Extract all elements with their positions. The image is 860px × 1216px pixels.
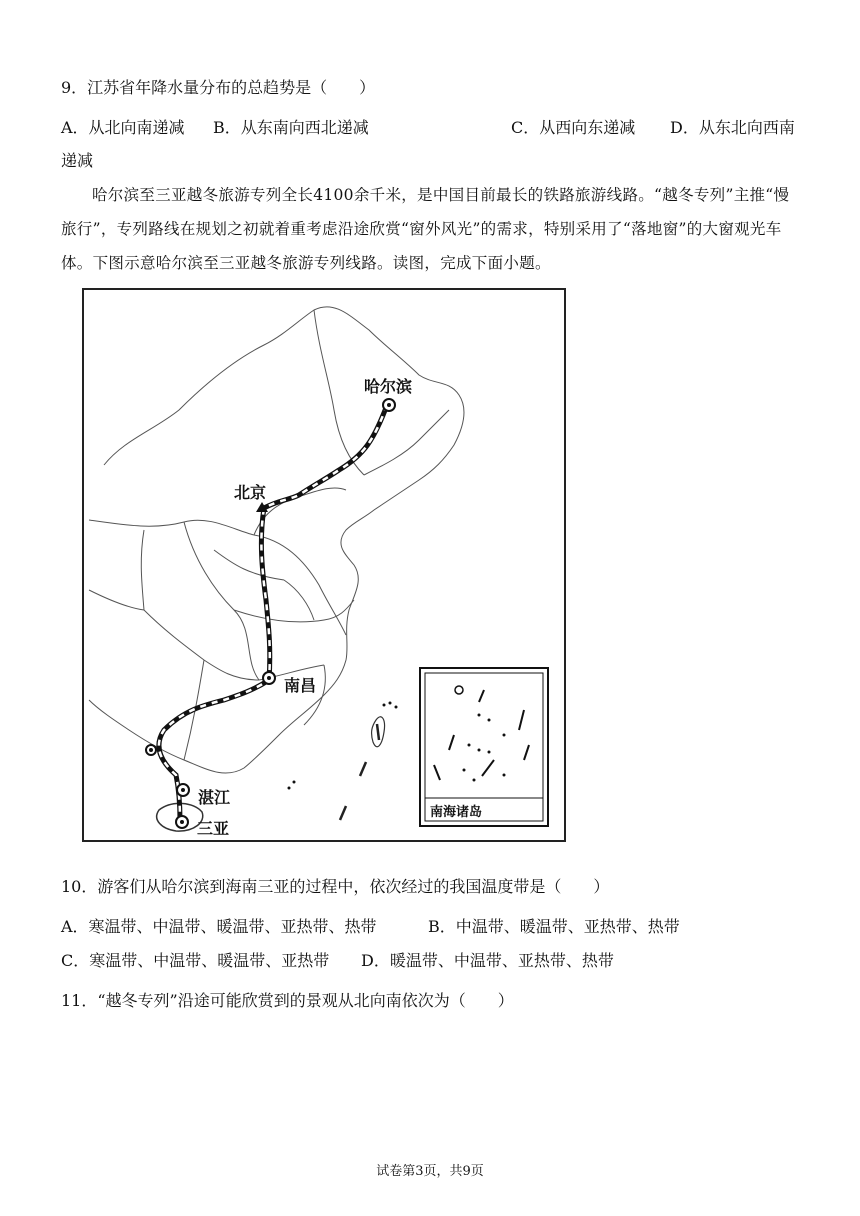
q10-option-d: D．暖温带、中温带、亚热带、热带: [361, 951, 614, 970]
city-label-beijing: 北京: [234, 483, 267, 502]
q9-option-d: D．从东北向西南: [670, 118, 795, 137]
reading-passage: 哈尔滨至三亚越冬旅游专列全长4100余千米，是中国目前最长的铁路旅游线路。“越冬专列”主推“慢旅行”，专列路线在规划之初就着重考虑沿途欣赏“窗外风光”的需求，特别采用了“落地窗”的大窗观光车体。下图示意哈尔滨至三亚越冬旅游专列线路。读图，完成下面小题。: [61, 186, 790, 272]
q11-stem: 11．“越冬专列”沿途可能欣赏到的景观从北向南依次为（ ）: [61, 991, 514, 1010]
q10-option-b: B．中温带、暖温带、亚热带、热带: [428, 917, 680, 936]
city-label-harbin: 哈尔滨: [364, 377, 413, 396]
city-label-zhanjiang: 湛江: [198, 788, 231, 807]
q10-stem: 10．游客们从哈尔滨到海南三亚的过程中，依次经过的我国温度带是（ ）: [61, 877, 610, 896]
q9-option-c: C．从西向东递减: [511, 118, 636, 137]
page-footer: 试卷第3页，共9页: [376, 1164, 484, 1179]
route-map: [82, 288, 566, 842]
q10-option-c: C．寒温带、中温带、暖温带、亚热带: [61, 951, 330, 970]
china-map-svg: [84, 290, 564, 840]
inset-label-south-china-sea: 南海诸岛: [430, 805, 483, 820]
q9-option-d-continued: 递减: [61, 151, 94, 170]
city-label-nanchang: 南昌: [284, 676, 317, 695]
q10-option-a: A．寒温带、中温带、暖温带、亚热带、热带: [61, 917, 377, 936]
railway-route: [159, 405, 387, 820]
q9-option-a: A．从北向南递减: [61, 118, 185, 137]
q9-stem: 9．江苏省年降水量分布的总趋势是（ ）: [61, 78, 376, 97]
city-label-sanya: 三亚: [197, 819, 230, 838]
q9-option-b: B．从东南向西北递减: [213, 118, 369, 137]
